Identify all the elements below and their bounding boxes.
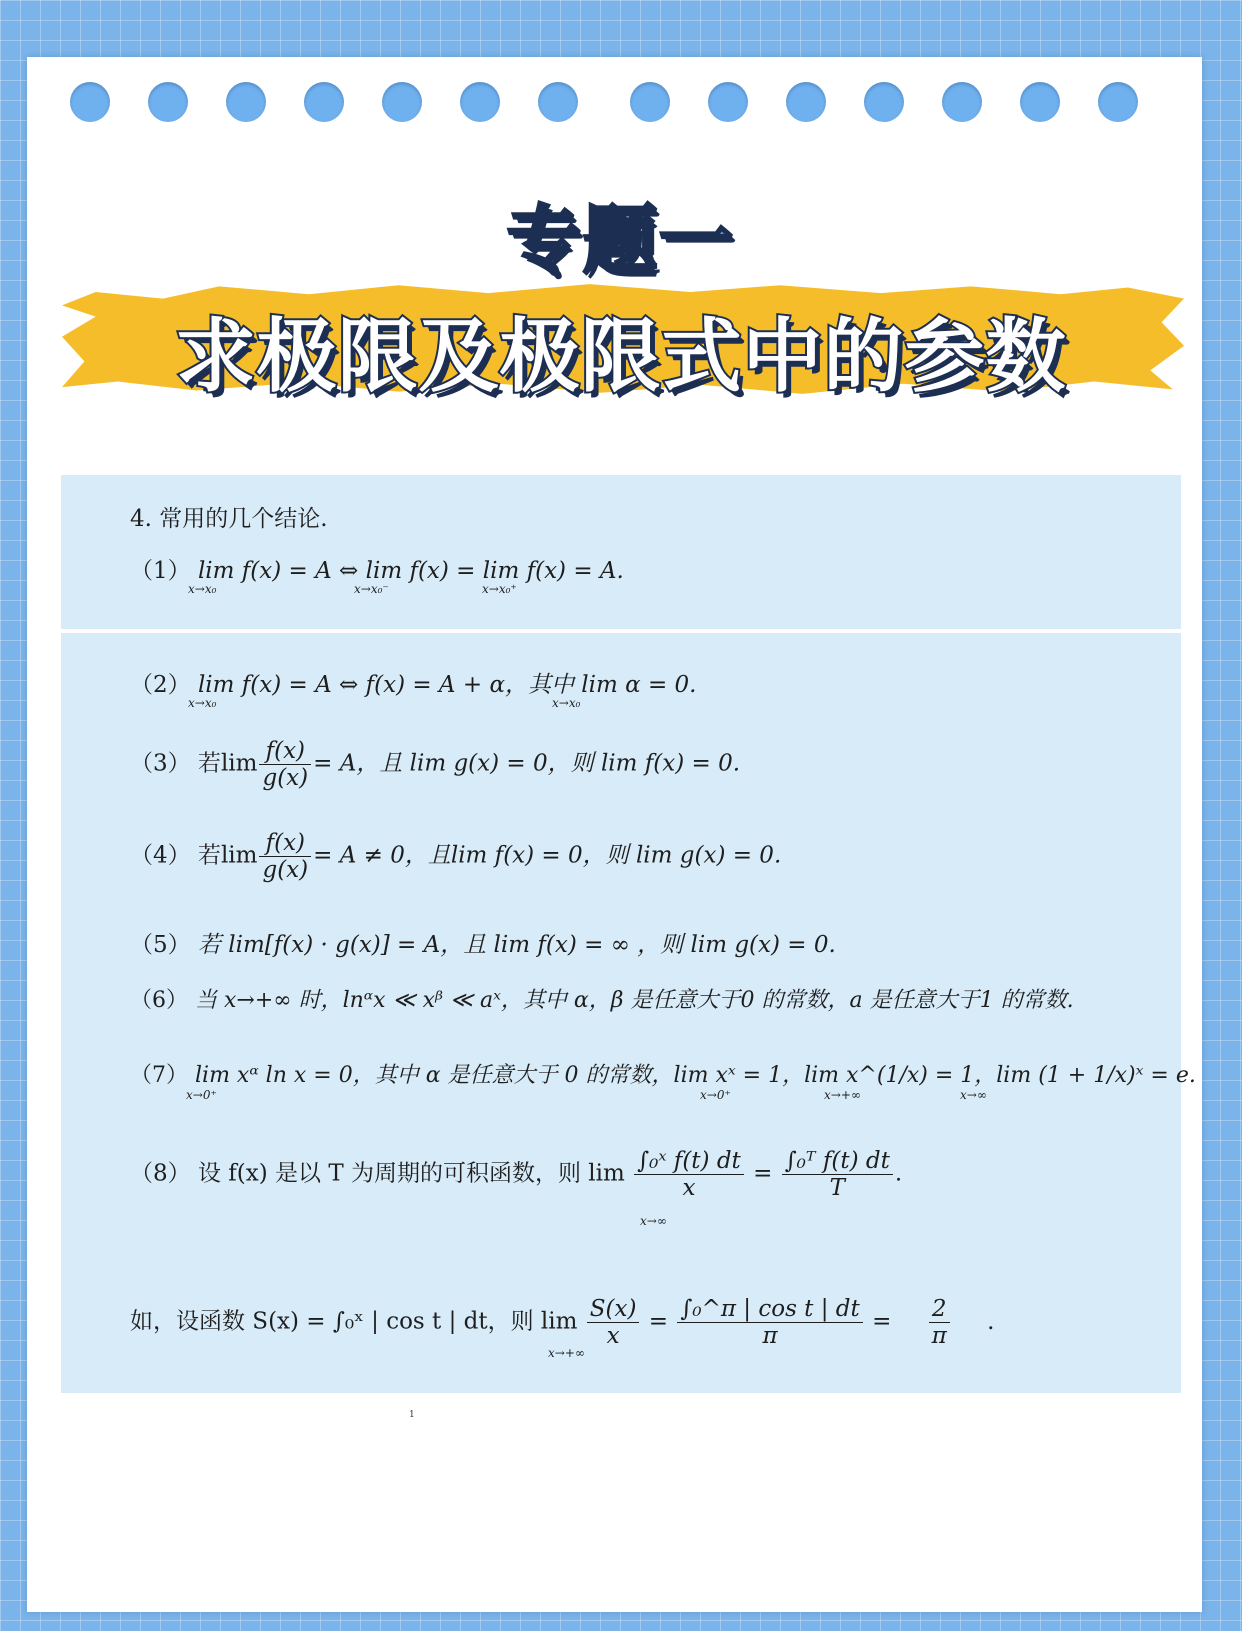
item-number: （1） bbox=[130, 558, 191, 584]
period: . bbox=[987, 1308, 995, 1335]
item-number: （8） bbox=[130, 1160, 191, 1187]
item-number: （3） bbox=[130, 750, 191, 777]
formula-post: = A，且 lim g(x) = 0，则 lim f(x) = 0. bbox=[313, 750, 741, 777]
binder-hole bbox=[538, 82, 578, 122]
period: . bbox=[894, 1160, 903, 1187]
formula-post: = A ≠ 0，且lim f(x) = 0，则 lim g(x) = 0. bbox=[313, 842, 782, 869]
fraction bbox=[259, 830, 311, 883]
denominator: x bbox=[634, 1174, 744, 1201]
binder-hole bbox=[382, 82, 422, 122]
limit-subscript: x→∞ bbox=[640, 1214, 667, 1228]
limit-subscript: x→+∞ bbox=[548, 1346, 585, 1360]
page-mark: 1 bbox=[409, 1410, 415, 1420]
main-title: 求极限及极限式中的参数 bbox=[175, 310, 1067, 403]
item-number: （4） bbox=[130, 842, 191, 869]
denominator: π bbox=[929, 1322, 950, 1349]
limit-subscript: x→0⁺ bbox=[700, 1088, 731, 1102]
item-3 bbox=[130, 738, 740, 791]
numerator: ∫₀ᵀ f(t) dt bbox=[784, 1148, 890, 1174]
binder-hole bbox=[70, 82, 110, 122]
item-number: （5） bbox=[130, 932, 191, 958]
example-line bbox=[130, 1296, 994, 1349]
formula-pre: 若lim bbox=[197, 750, 258, 777]
formula-pre: 若lim bbox=[197, 842, 258, 869]
equals: = bbox=[872, 1308, 892, 1335]
denominator: π bbox=[677, 1322, 862, 1349]
item-8 bbox=[130, 1148, 902, 1201]
item-number: （2） bbox=[130, 672, 191, 698]
equals: = bbox=[648, 1308, 669, 1335]
equals: = bbox=[753, 1160, 773, 1187]
item-6 bbox=[130, 983, 1074, 1014]
formula: lim xᵅ ln x = 0，其中 α 是任意大于 0 的常数，lim xˣ = 1，lim x^(1/x) = 1，lim (1 + 1/x)ˣ = e. bbox=[195, 1063, 1196, 1088]
fraction bbox=[929, 1296, 950, 1349]
denominator: x bbox=[587, 1322, 640, 1349]
item-1 bbox=[130, 552, 624, 585]
limit-subscript: x→x₀⁺ bbox=[482, 582, 517, 596]
fraction bbox=[634, 1148, 744, 1201]
binder-hole bbox=[864, 82, 904, 122]
section-heading: 4. 常用的几个结论. bbox=[130, 506, 328, 532]
formula: 当 x→+∞ 时，lnᵅx ≪ xᵝ ≪ aˣ，其中 α，β 是任意大于0 的常数，a 是任意大于1 的常数. bbox=[195, 988, 1074, 1013]
formula: lim f(x) = A ⇔ lim f(x) = lim f(x) = A. bbox=[197, 558, 624, 584]
limit-subscript: x→+∞ bbox=[824, 1088, 861, 1102]
numerator: 2 bbox=[931, 1296, 947, 1322]
item-number: （6） bbox=[130, 988, 188, 1013]
numerator: f(x) bbox=[265, 738, 306, 764]
denominator: g(x) bbox=[259, 856, 311, 883]
formula: lim f(x) = A ⇔ f(x) = A + α，其中 lim α = 0. bbox=[197, 672, 697, 698]
limit-subscript: x→x₀ bbox=[552, 696, 581, 710]
formula: 若 lim[f(x) · g(x)] = A，且 lim f(x) = ∞ ，则 lim g(x) = 0. bbox=[197, 932, 836, 958]
limit-subscript: x→x₀⁻ bbox=[354, 582, 389, 596]
item-5 bbox=[130, 926, 836, 959]
binder-hole bbox=[304, 82, 344, 122]
numerator: ∫₀^π | cos t | dt bbox=[680, 1296, 860, 1322]
torn-paper-edge bbox=[0, 1490, 1242, 1631]
limit-subscript: x→x₀ bbox=[188, 696, 217, 710]
numerator: f(x) bbox=[265, 830, 306, 856]
binder-hole bbox=[148, 82, 188, 122]
binder-hole bbox=[1098, 82, 1138, 122]
binder-hole bbox=[630, 82, 670, 122]
limit-subscript: x→0⁺ bbox=[186, 1088, 217, 1102]
topic-title: 专题一 bbox=[507, 198, 735, 284]
limit-subscript: x→∞ bbox=[960, 1088, 987, 1102]
fraction bbox=[259, 738, 311, 791]
item-number: （7） bbox=[130, 1063, 188, 1088]
binder-hole bbox=[226, 82, 266, 122]
fraction bbox=[587, 1296, 640, 1349]
denominator: g(x) bbox=[259, 764, 311, 791]
binder-hole bbox=[1020, 82, 1060, 122]
denominator: T bbox=[782, 1174, 893, 1201]
item-4 bbox=[130, 830, 781, 883]
binder-hole bbox=[942, 82, 982, 122]
numerator: S(x) bbox=[589, 1296, 637, 1322]
item-7 bbox=[130, 1058, 1196, 1089]
binder-hole bbox=[708, 82, 748, 122]
item-2 bbox=[130, 666, 697, 699]
binder-hole bbox=[460, 82, 500, 122]
limit-subscript: x→x₀ bbox=[188, 582, 217, 596]
numerator: ∫₀ˣ f(t) dt bbox=[637, 1148, 741, 1174]
formula-pre: 设 f(x) 是以 T 为周期的可积函数，则 lim bbox=[197, 1160, 625, 1187]
formula-pre: 如，设函数 S(x) = ∫₀ˣ | cos t | dt，则 lim bbox=[130, 1308, 578, 1335]
binder-hole bbox=[786, 82, 826, 122]
fraction bbox=[677, 1296, 862, 1349]
fraction bbox=[782, 1148, 893, 1201]
